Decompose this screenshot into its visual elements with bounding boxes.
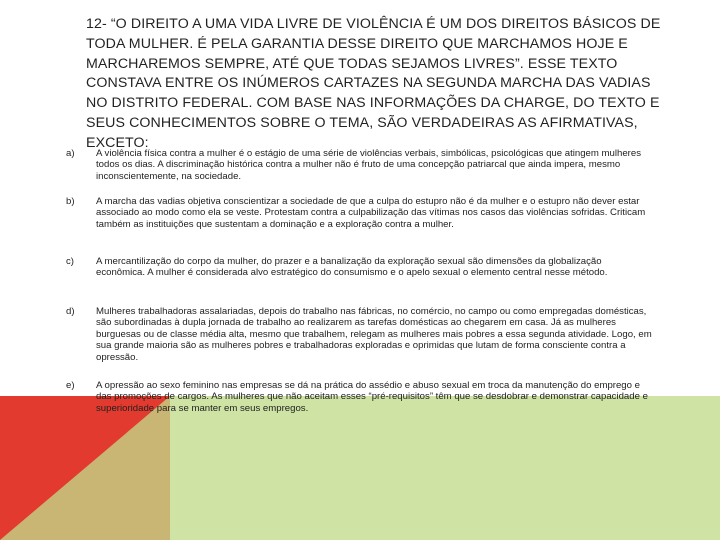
option-text: A violência física contra a mulher é o estágio de uma série de violências verbais, simbólicas, psicológicas que atingem mulheres todos os dias. A discriminação histórica contra a mulher não é fruto de uma concepção patriarcal que ainda impera, mesmo inconscientemente, na sociedade. [96,148,641,182]
option-letter: b) [66,196,75,207]
question-text: 12- “O DIREITO A UMA VIDA LIVRE DE VIOLÊNCIA É UM DOS DIREITOS BÁSICOS DE TODA MULHER. É PELA GARANTIA DESSE DIREITO QUE MARCHAMOS HOJE E MARCHAREMOS SEMPRE, ATÉ QUE TODAS SEJAMOS LIVRES”. ESSE TEXTO CONSTAVA ENTRE OS INÚMEROS CARTAZES NA SEGUNDA MARCHA DAS VADIAS NO DISTRITO FEDERAL. COM BASE NAS INFORMAÇÕES DA CHARGE, DO TEXTO E SEUS CONHECIMENTOS SOBRE O TEMA, SÃO VERDADEIRAS AS AFIRMATIVAS, EXCETO: [86,16,661,151]
option-letter: e) [66,380,75,391]
option-text: A mercantilização do corpo da mulher, do prazer e a banalização da exploração sexual são dimensões da globalização econômica. A mulher é considerada alvo estratégico do consumismo e o apelo sexual o elemento central nesse método. [96,256,608,279]
option-text: Mulheres trabalhadoras assalariadas, depois do trabalho nas fábricas, no comércio, no campo ou como empregadas domésticas, são subordinadas à dupla jornada de trabalho ao realizarem as tarefas domésticas ao chegarem em casa. Já as mulheres burguesas ou de classe média alta, mesmo que trabalhem, relegam as mulheres mais pobres a essa segunda atividade. Logo, em sua grande maioria são as mulheres pobres e trabalhadoras exploradas e oprimidas que lutam de forma consciente contra a opressão. [96,306,652,363]
option-letter: c) [66,256,74,267]
option-letter: d) [66,306,75,317]
option-letter: a) [66,148,75,159]
option-text: A opressão ao sexo feminino nas empresas se dá na prática do assédio e abuso sexual em troca da manutenção do emprego e das promoções de cargos. As mulheres que não aceitam esses “pré-requisitos” têm que se desdobrar e demonstrar capacidade e superioridade para se manter em seus empregos. [96,380,648,414]
option-text: A marcha das vadias objetiva conscientizar a sociedade de que a culpa do estupro não é da mulher e o estupro não dever estar associado ao modo como ela se veste. Protestam contra a culpabilização das vítimas nos casos das violências sofridas. Criticam também as instituições que sustentam a dominação e a exploração contra a mulher. [96,196,646,230]
